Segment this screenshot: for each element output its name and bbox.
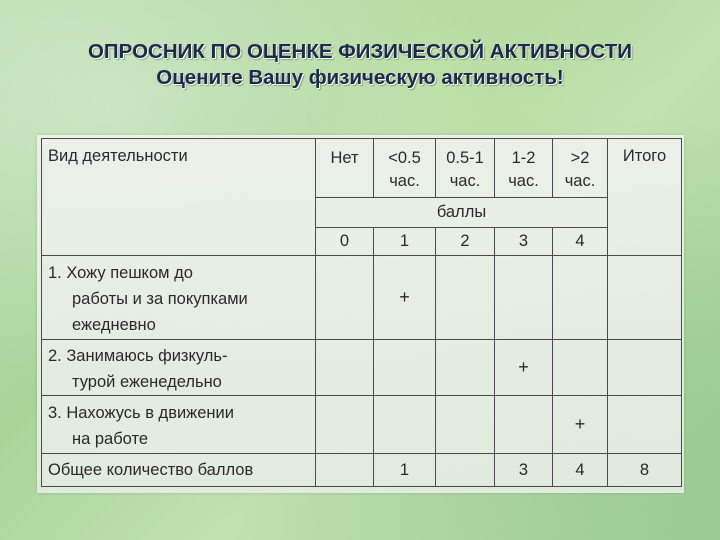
col-header-1-2-line2: час. xyxy=(508,172,539,191)
col-header-none-line1: Нет xyxy=(330,149,359,167)
summary-label: Общее количество баллов xyxy=(42,454,316,487)
table-row xyxy=(42,396,682,454)
col-header-none xyxy=(316,139,374,198)
mark-cell xyxy=(316,256,374,340)
activity-cell xyxy=(42,340,316,396)
points-label: баллы xyxy=(316,198,608,228)
activity-cell xyxy=(42,256,316,340)
points-1: 1 xyxy=(374,228,436,256)
col-header-gt-2-line2: час. xyxy=(564,172,596,191)
activity-header: Вид деятельности xyxy=(42,139,316,256)
points-0: 0 xyxy=(316,228,374,256)
summary-points: 3 xyxy=(495,454,553,487)
mark-cell: + xyxy=(374,256,436,340)
row-total xyxy=(608,340,682,396)
col-header-1-2-line1: 1-2 xyxy=(511,149,536,167)
mark-cell xyxy=(374,340,436,396)
table-row xyxy=(42,256,682,340)
points-2: 2 xyxy=(436,228,495,256)
summary-points: 4 xyxy=(553,454,608,487)
summary-points: 1 xyxy=(374,454,436,487)
mark-cell xyxy=(374,396,436,454)
summary-row xyxy=(42,454,682,487)
mark-cell xyxy=(436,340,495,396)
mark-cell: + xyxy=(553,396,608,454)
mark-cell xyxy=(436,256,495,340)
mark-cell xyxy=(553,340,608,396)
mark-cell xyxy=(316,396,374,454)
summary-total: 8 xyxy=(608,454,682,487)
summary-points xyxy=(436,454,495,487)
col-header-0-5-1-line2: час. xyxy=(449,172,481,191)
col-header-gt-2 xyxy=(553,139,608,198)
col-header-0-5-1 xyxy=(436,139,495,198)
col-header-gt-2-line1: >2 xyxy=(570,149,590,167)
activity-cell xyxy=(42,396,316,454)
activity-line: 3. Нахожусь в движении xyxy=(48,403,234,422)
mark-cell xyxy=(436,396,495,454)
col-header-0-5-1-line1: 0.5-1 xyxy=(446,149,484,167)
activity-line: ежедневно xyxy=(72,315,156,334)
points-3: 3 xyxy=(495,228,553,256)
table-row xyxy=(42,340,682,396)
row-total xyxy=(608,396,682,454)
mark-cell xyxy=(495,396,553,454)
page-subtitle: Оцените Вашу физическую активность! xyxy=(156,66,564,89)
row-total xyxy=(608,256,682,340)
summary-points xyxy=(316,454,374,487)
page-title: ОПРОСНИК ПО ОЦЕНКЕ ФИЗИЧЕСКОЙ АКТИВНОСТИ xyxy=(87,40,632,63)
header-row xyxy=(42,139,682,198)
points-4: 4 xyxy=(553,228,608,256)
mark-cell xyxy=(316,340,374,396)
col-header-1-2 xyxy=(495,139,553,198)
activity-line: работы и за покупками xyxy=(72,289,248,308)
activity-table xyxy=(41,138,682,487)
col-header-lt-0-5-line2: час. xyxy=(389,172,420,191)
activity-line: 1. Хожу пешком до xyxy=(48,263,193,282)
col-header-lt-0-5 xyxy=(374,139,436,198)
total-header: Итого xyxy=(608,139,682,256)
activity-line: 2. Занимаюсь физкуль- xyxy=(48,346,228,365)
col-header-lt-0-5-line1: <0.5 xyxy=(388,149,421,167)
activity-line: на работе xyxy=(72,429,149,448)
mark-cell xyxy=(553,256,608,340)
mark-cell: + xyxy=(495,340,553,396)
mark-cell xyxy=(495,256,553,340)
activity-line: турой еженедельно xyxy=(72,372,222,391)
